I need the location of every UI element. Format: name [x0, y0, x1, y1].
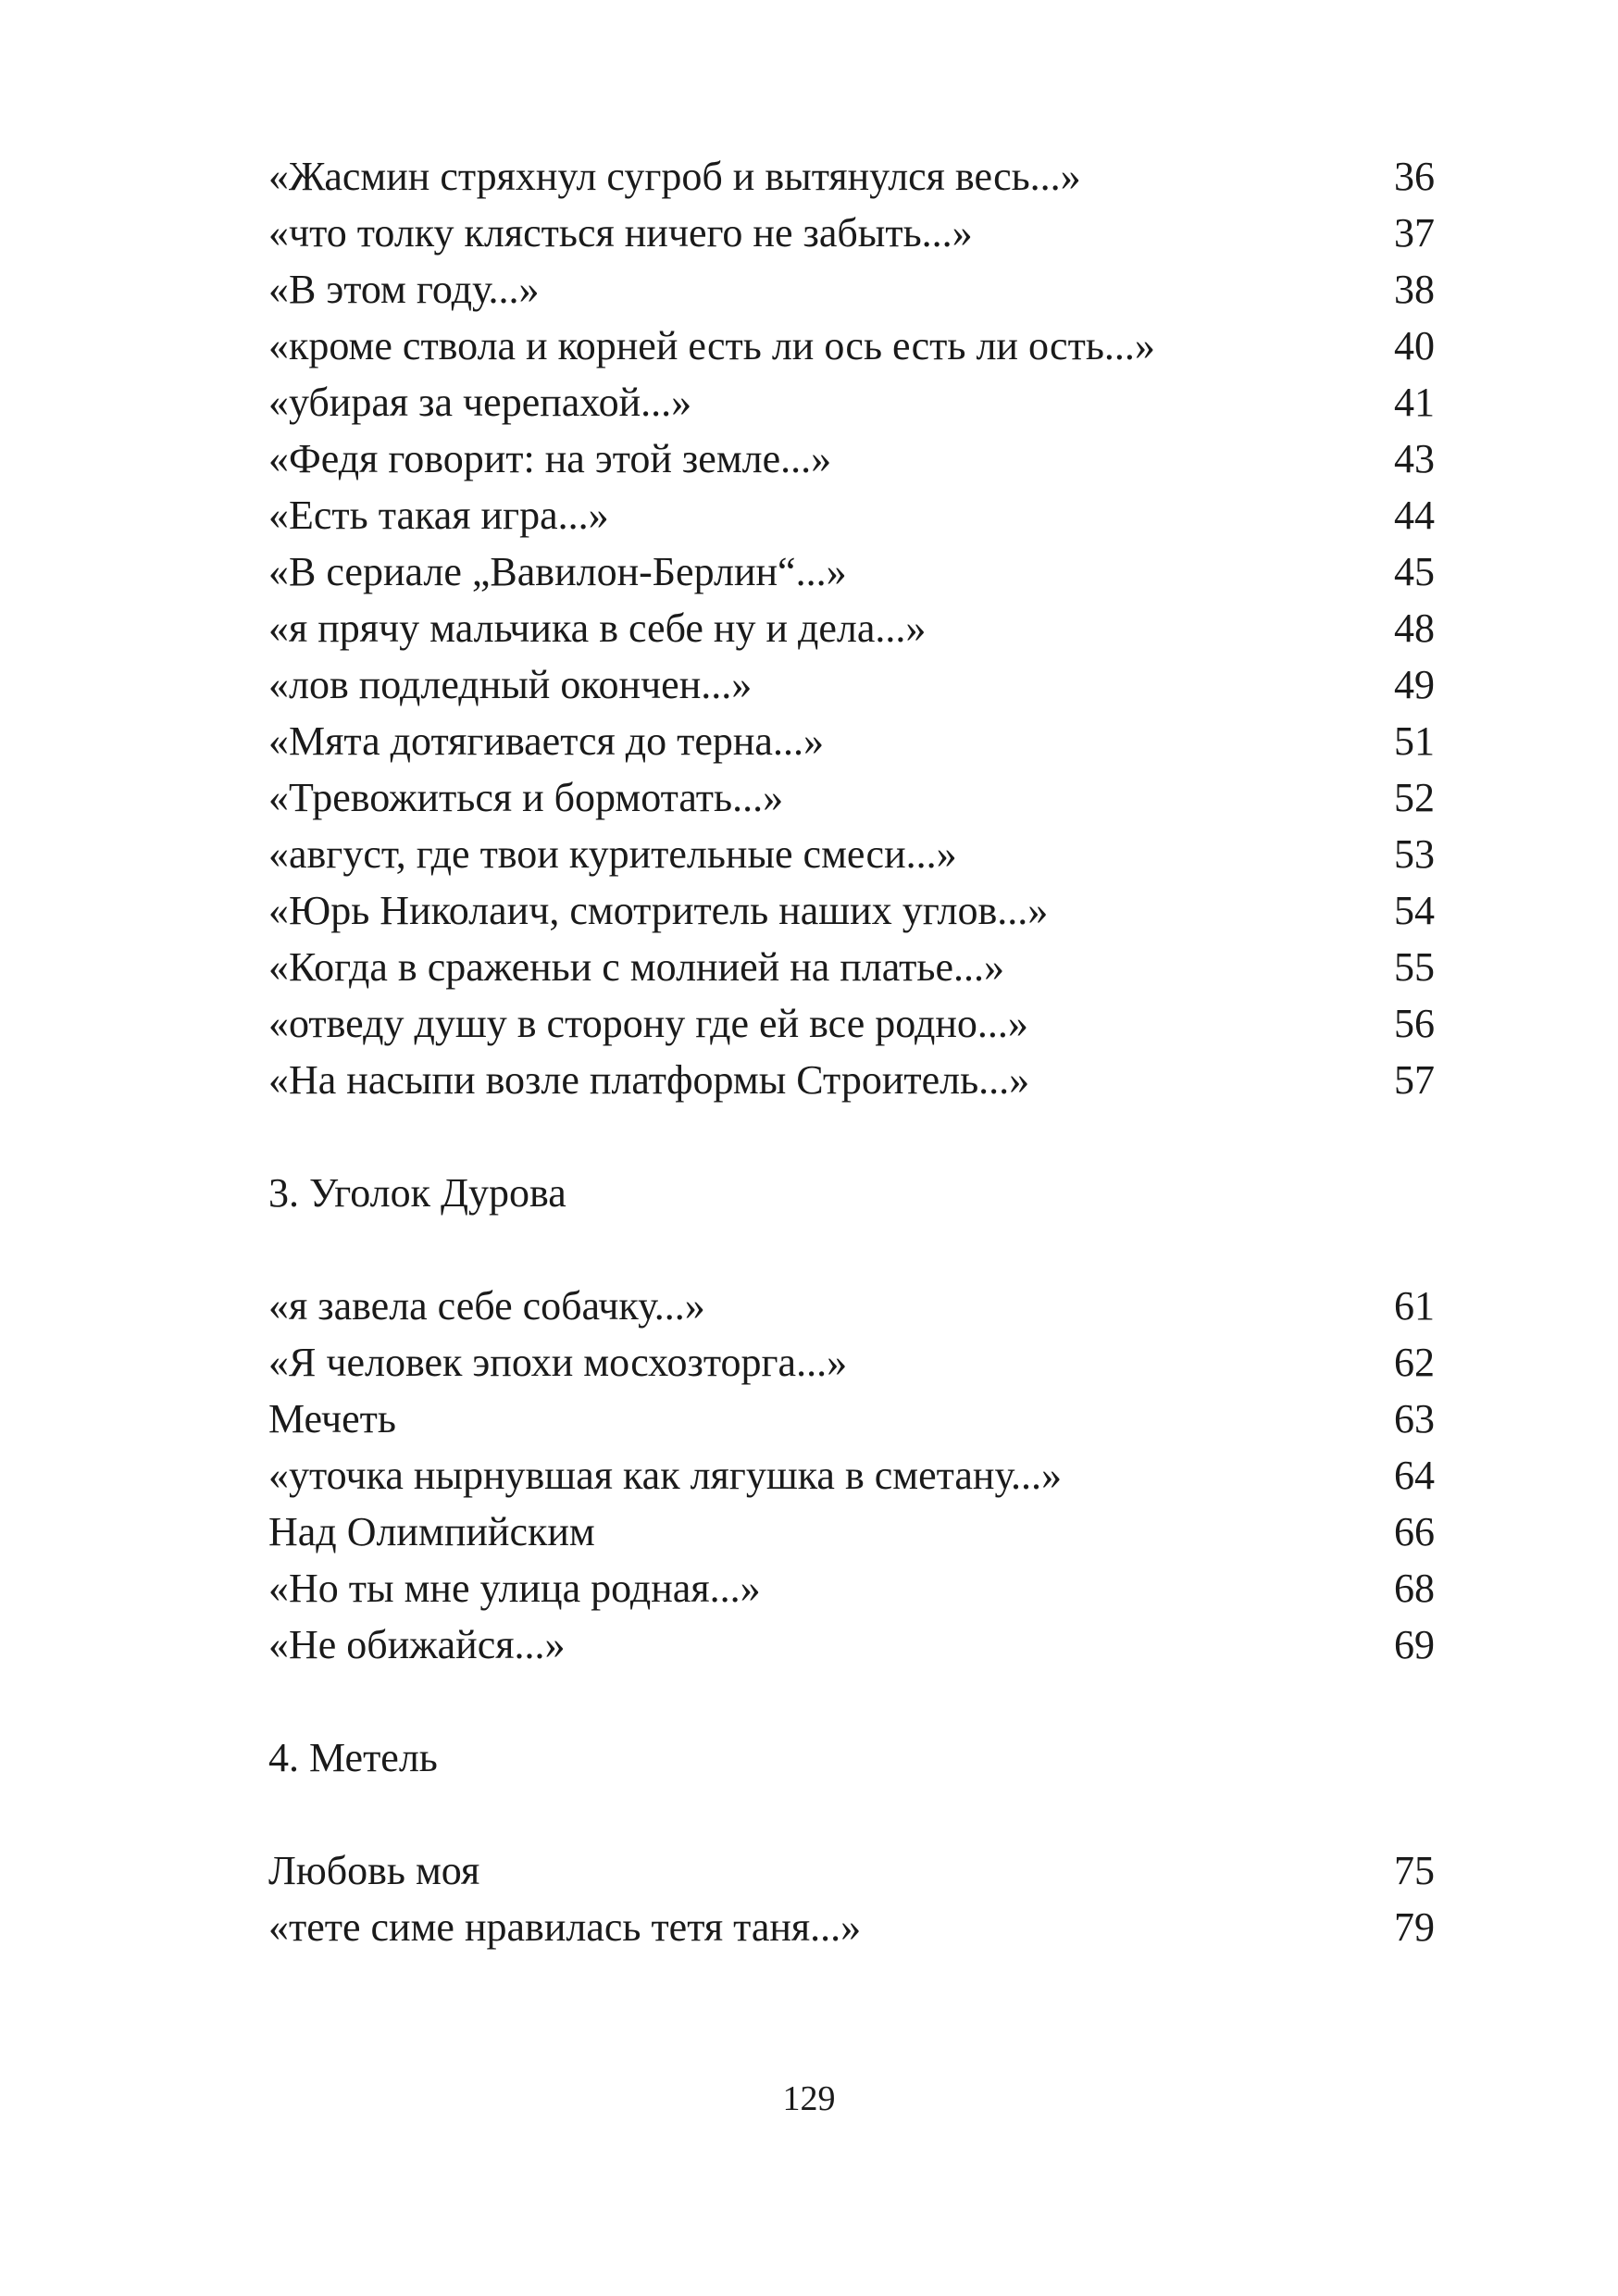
toc-entry: [268, 148, 1435, 205]
toc-entry-title: «что толку клясться ничего не забыть...»: [268, 210, 973, 256]
toc-entry: [268, 430, 1435, 487]
toc-entry: [268, 1278, 1435, 1334]
toc-entry: [268, 487, 1435, 543]
toc-entry-page: 79: [1394, 1904, 1435, 1950]
toc-entry: [268, 543, 1435, 600]
toc-entry-page: 68: [1394, 1566, 1435, 1611]
toc-entry-page: 69: [1394, 1622, 1435, 1667]
toc-entry-title: «Я человек эпохи мосхозторга...»: [268, 1340, 848, 1385]
toc-entry-title: «Есть такая игра...»: [268, 493, 609, 538]
toc-entry-title: «Мята дотягивается до терна...»: [268, 718, 824, 764]
toc-entry-page: 63: [1394, 1396, 1435, 1441]
toc-entry-title: «Федя говорит: на этой земле...»: [268, 436, 832, 481]
toc-entry-title: «убирая за черепахой...»: [268, 380, 692, 425]
toc-entry-page: 64: [1394, 1453, 1435, 1498]
toc-entry: [268, 713, 1435, 769]
toc-entry: [268, 826, 1435, 882]
toc-entry: [268, 769, 1435, 826]
toc-entry-title: «Но ты мне улица родная...»: [268, 1566, 761, 1611]
toc-entry-page: 48: [1394, 605, 1435, 651]
toc-entry-page: 57: [1394, 1057, 1435, 1103]
toc-entry-page: 61: [1394, 1283, 1435, 1329]
toc-entry-page: 56: [1394, 1001, 1435, 1046]
toc-entry-title: «лов подледный окончен...»: [268, 662, 753, 707]
section-heading: 4. Метель: [268, 1735, 438, 1780]
toc-entry-page: 36: [1394, 154, 1435, 199]
toc-entry-title: «отведу душу в сторону где ей все родно...»: [268, 1001, 1028, 1046]
toc-entry: [268, 1391, 1435, 1447]
toc-entry-title: «В этом году...»: [268, 267, 540, 312]
toc-group: [268, 1729, 1435, 1955]
toc-group: [268, 1165, 1435, 1673]
toc-entry: [268, 882, 1435, 939]
toc-entry-title: «я прячу мальчика в себе ну и дела...»: [268, 605, 927, 651]
toc-entry-page: 51: [1394, 718, 1435, 764]
toc-entry-page: 66: [1394, 1509, 1435, 1554]
toc-entry-title: «Жасмин стряхнул сугроб и вытянулся весь...»: [268, 154, 1081, 199]
toc-entry-page: 43: [1394, 436, 1435, 481]
toc-entry-page: 75: [1394, 1848, 1435, 1893]
toc-entry-title: «На насыпи возле платформы Строитель...»: [268, 1057, 1030, 1103]
toc-entry-page: 44: [1394, 493, 1435, 538]
toc-entry-page: 55: [1394, 944, 1435, 990]
table-of-contents: [268, 148, 1435, 1955]
toc-entry-title: Над Олимпийским: [268, 1509, 595, 1554]
toc-entry: [268, 600, 1435, 656]
section-heading: 3. Уголок Дурова: [268, 1170, 566, 1216]
toc-entry-title: «В сериале „Вавилон-Берлин“...»: [268, 549, 847, 594]
toc-entry: [268, 1842, 1435, 1899]
toc-entry: [268, 1560, 1435, 1616]
toc-entry-page: 53: [1394, 831, 1435, 877]
toc-entry-title: «Не обижайся...»: [268, 1622, 566, 1667]
toc-entry: [268, 261, 1435, 318]
toc-entry-title: «Юрь Николаич, смотритель наших углов...»: [268, 888, 1049, 933]
toc-entry: [268, 1504, 1435, 1560]
toc-entry: [268, 1334, 1435, 1391]
toc-entry-page: 40: [1394, 323, 1435, 368]
toc-entry-page: 37: [1394, 210, 1435, 256]
toc-entry-title: «Когда в сраженьи с молнией на платье...»: [268, 944, 1004, 990]
toc-entry-page: 45: [1394, 549, 1435, 594]
toc-entry: [268, 656, 1435, 713]
toc-entry-title: «август, где твои курительные смеси...»: [268, 831, 957, 877]
toc-entry-title: «тете симе нравилась тетя таня...»: [268, 1904, 862, 1950]
toc-entry: [268, 995, 1435, 1052]
toc-entry: [268, 374, 1435, 430]
toc-entry: [268, 1052, 1435, 1108]
toc-entry: [268, 318, 1435, 374]
toc-entry: [268, 1616, 1435, 1673]
toc-entry-title: «кроме ствола и корней есть ли ось есть ли ость...»: [268, 323, 1155, 368]
toc-entry-page: 41: [1394, 380, 1435, 425]
toc-entry-title: Мечеть: [268, 1396, 396, 1441]
toc-entry: [268, 205, 1435, 261]
toc-entry: [268, 1899, 1435, 1955]
toc-group: [268, 148, 1435, 1108]
toc-entry-title: «я завела себе собачку...»: [268, 1283, 705, 1329]
toc-entry-page: 49: [1394, 662, 1435, 707]
toc-entry: [268, 1447, 1435, 1504]
toc-entry-title: Любовь моя: [268, 1848, 480, 1893]
toc-entry-page: 52: [1394, 775, 1435, 820]
toc-entry-page: 38: [1394, 267, 1435, 312]
toc-entry-page: 54: [1394, 888, 1435, 933]
page-number: 129: [782, 2079, 836, 2118]
toc-entry: [268, 939, 1435, 995]
toc-entry-title: «уточка нырнувшая как лягушка в сметану...»: [268, 1453, 1063, 1498]
toc-entry-title: «Тревожиться и бормотать...»: [268, 775, 784, 820]
toc-entry-page: 62: [1394, 1340, 1435, 1385]
